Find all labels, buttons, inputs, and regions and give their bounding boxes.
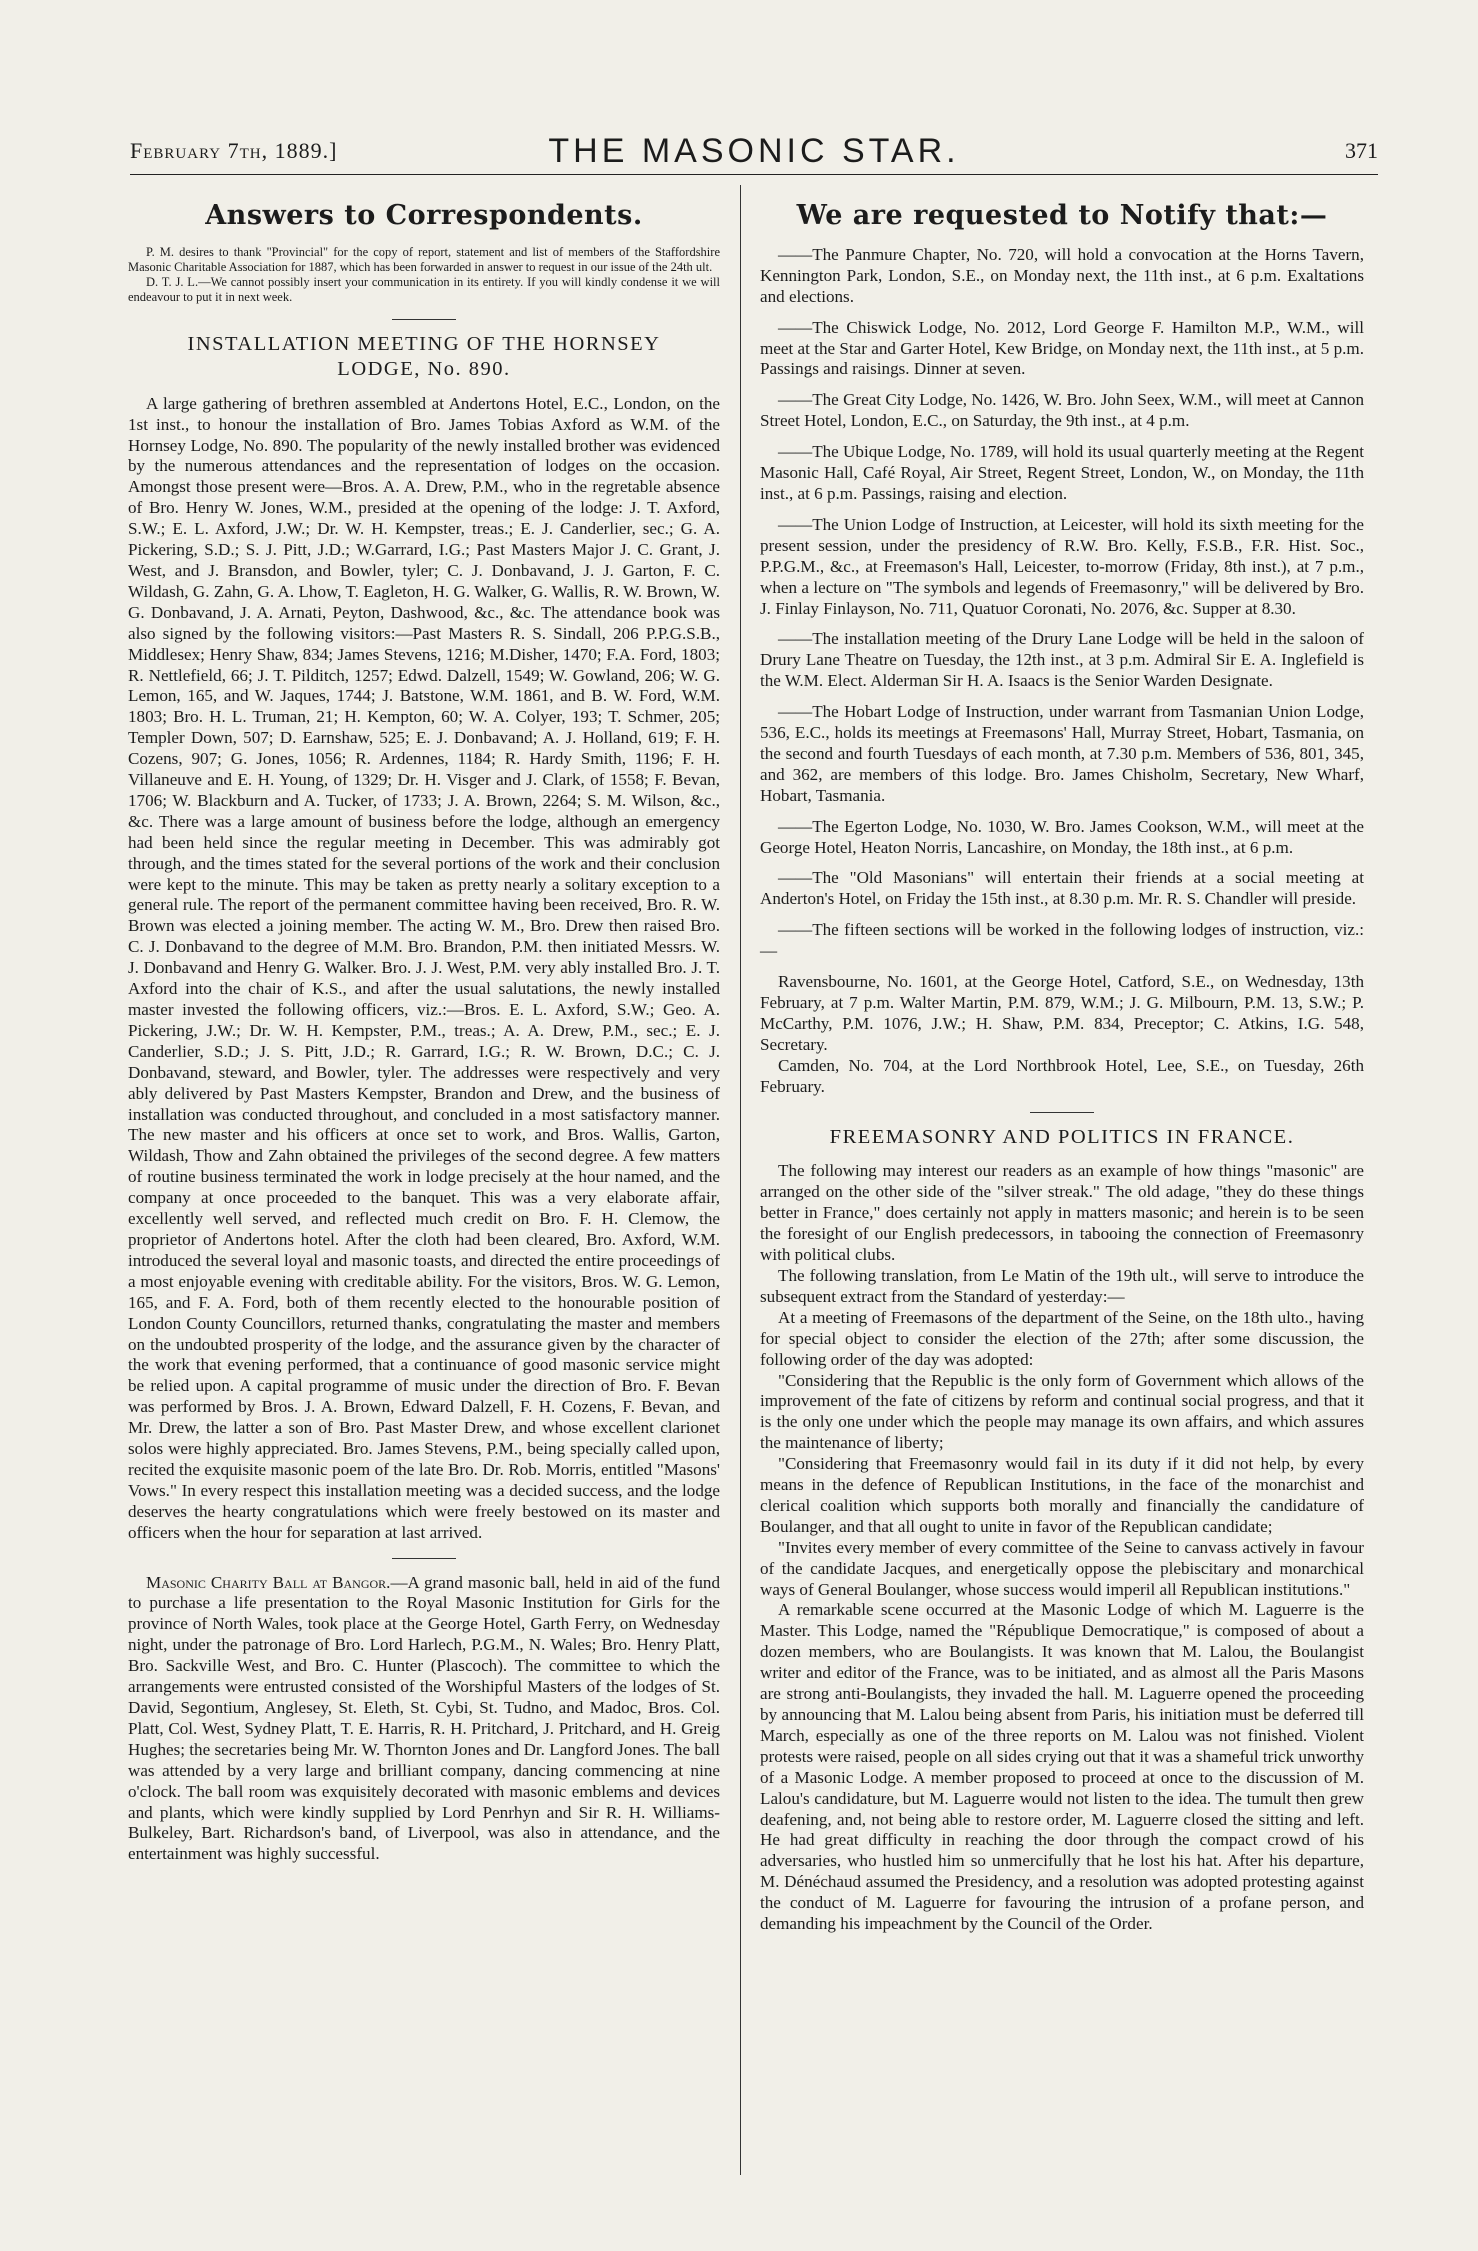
divider: [392, 1558, 456, 1559]
running-head: [130, 134, 1378, 175]
lodge-item: Camden, No. 704, at the Lord Northbrook Hotel, Lee, S.E., on Tuesday, 26th February.: [760, 1055, 1364, 1096]
answers-section: [128, 245, 720, 305]
france-heading: FREEMASONRY AND POLITICS IN FRANCE.: [829, 1125, 1295, 1148]
masthead-title: THE MASONIC STAR.: [548, 132, 960, 170]
france-paragraph: The following may interest our readers as an example of how things "masonic" are arranged on the other side of the "silver streak." The old adage, "they do these things better in France," does certainly not apply in matters masonic; and herein is to be seen the foresight of our English predecessors, in tabooing the connection of Freemasonry with political clubs.: [760, 1161, 1364, 1265]
france-paragraph: A remarkable scene occurred at the Masonic Lodge of which M. Laguerre is the Master. This Lodge, named the "République Democratique," is composed of about a dozen members, who are Boulangists. It was known that M. Lalou, the Boulangist writer and editor of the France, was to be initiated, and as almost all the Paris Masons are strong anti-Boulangists, they invaded the hall. M. Laguerre opened the proceeding by announcing that M. Lalou being absent from Paris, his initiation must be deferred till March, especially as one of the three reports on M. Lalou was not finished. Violent protests were raised, people on all sides crying out that it was a shameful trick unworthy of a Masonic Lodge. A member proposed to proceed at once to the discussion of M. Lalou's candidature, but M. Laguerre would not listen to the idea. The tumult then grew deafening, and, not being able to restore order, M. Laguerre closed the sitting and left. He had great difficulty in reaching the door through the compact crowd of his adversaries, who hustled him so unmercifully that he lost his hat. After his departure, M. Dénéchaud assumed the Presidency, and a resolution was adopted protesting against the conduct of M. Laguerre for favouring the intrusion of a profane person, and demanding his impeachment by the Council of the Order.: [760, 1600, 1364, 1934]
notice-item: ——The Egerton Lodge, No. 1030, W. Bro. James Cookson, W.M., will meet at the George Hotel, Heaton Norris, Lancashire, on Monday, the 18th inst., at 6 p.m.: [760, 816, 1364, 857]
installation-heading: INSTALLATION MEETING OF THE HORNSEY: [187, 332, 661, 355]
divider: [1030, 1112, 1094, 1113]
notice-item: ——The fifteen sections will be worked in the following lodges of instruction, viz.:—: [760, 920, 1364, 961]
installation-subheading: LODGE, No. 890.: [337, 357, 511, 380]
installation-paragraph: A large gathering of brethren assembled at Andertons Hotel, E.C., London, on the 1st inst., to honour the installation of Bro. James Tobias Axford as W.M. of the Hornsey Lodge, No. 890. The popularity of the newly installed brother was evidenced by the numerous attendances and the representation of lodges on the occasion. Amongst those present were—Bros. A. A. Drew, P.M., who in the regretable absence of Bro. Henry W. Jones, W.M., presided at the opening of the lodge: J. T. Axford, S.W.; E. L. Axford, J.W.; Dr. W. H. Kempster, treas.; E. J. Canderlier, sec.; G. A. Pickering, S.D.; S. J. Pitt, J.D.; W.Garrard, I.G.; Past Masters Major J. C. Grant, J. West, and J. Bransdon, and Bowler, tyler; C. J. Donbavand, J. J. Garton, F. C. Wildash, G. Zahn, G. A. Lhow, T. Eagleton, H. G. Walker, G. Wallis, R. W. Brown, W. G. Donbavand, J. A. Arnati, Peyton, Dashwood, &c., &c. The attendance book was also signed by the following visitors:—Past Masters R. S. Sindall, 206 P.P.G.S.B., Middlesex; Henry Shaw, 834; James Stevens, 1216; M.Disher, 1470; F.A. Ford, 1803; R. Nettlefield, 66; J. T. Pilditch, 1257; Edwd. Dalzell, 1549; W. Gowland, 206; W. G. Lemon, 165, and W. Jaques, 1744; J. Batstone, W.M. 1861, and B. W. Ford, W.M. 1803; Bro. H. L. Truman, 21; H. Kempton, 60; W. A. Colyer, 193; T. Schmer, 205; Templer Down, 507; D. Earnshaw, 525; E. J. Donbavand; A. J. Holland, 619; F. H. Cozens, 907; G. Jones, 1056; R. Ardennes, 1184; R. Hardy Smith, 1196; F. H. Villaneuve and E. H. Young, of 1329; Dr. H. Visger and J. Clark, of 1558; F. Bevan, 1706; W. Blackburn and A. Tucker, of 1733; J. A. Brown, 2264; S. M. Wilson, &c., &c. There was a large amount of business before the lodge, although an emergency had been held since the regular meeting in December. This was admirably got through, and the times stated for the several portions of the work and their conclusion were kept to the minute. This may be taken as pretty nearly a solitary exception to a general rule. The report of the permanent committee having been received, Bro. R. W. Brown was elected a joining member. The acting W. M., Bro. Drew then raised Bro. C. J. Donbavand to the degree of M.M. Bro. Brandon, P.M. then initiated Messrs. W. J. Donbavand and Henry G. Walker. Bro. J. J. West, P.M. very ably installed Bro. J. T. Axford into the chair of K.S., and after the usual salutations, the newly installed master invested the following officers, viz.:—Bros. E. L. Axford, S.W.; Geo. A. Pickering, J.W.; Dr. W. H. Kempster, P.M., treas.; A. A. Drew, P.M., sec.; E. J. Canderlier, S.D.; J. S. Pitt, J.D.; R. Garrard, I.G.; R. W. Brown, D.C.; C. J. Donbavand, steward, and Bowler, tyler. The addresses were respectively and very ably delivered by Past Masters Kempster, Brandon and Drew, and the business of installation was conducted throughout, and concluded in a most satisfactory manner. The new master and his officers at once set to work, and Bros. Wallis, Garton, Wildash, Thow and Zahn obtained the privileges of the second degree. A few matters of routine business terminated the work in lodge precisely at the hour named, and the company at once proceeded to the banquet. This was a very elaborate affair, excellently well served, and reflected much credit on Bro. F. H. Clemow, the proprietor of Andertons hotel. After the cloth had been cleared, Bro. Axford, W.M. introduced the several loyal and masonic toasts, and directed the entire proceedings of a most enjoyable evening with creditable ability. For the visitors, Bros. W. G. Lemon, 165, and F. A. Ford, both of them recently elected to the honourable position of London County Councillors, returned thanks, congratulating the master and members on the undoubted prosperity of the lodge, and the assurance given by the character of the work that evening performed, that a continuance of good masonic service might be relied upon. A capital programme of music under the direction of Bro. F. Bevan was performed by Bros. J. A. Brown, Edward Dalzell, F. H. Cozens, F. Bevan, and Mr. Drew, the latter a son of Bro. Past Master Drew, and whose excellent clarionet solos were highly appreciated. Bro. James Stevens, P.M., being specially called upon, recited the exquisite masonic poem of the late Bro. Dr. Rob. Morris, entitled "Masons' Vows." In every respect this installation meeting was a decided success, and the lodge deserves the hearty congratulations which were freely bestowed on its master and officers when the hour for separation at last arrived.: [128, 393, 720, 1542]
column-rule: [740, 185, 741, 2175]
france-paragraph: At a meeting of Freemasons of the department of the Seine, on the 18th ulto., having for special object to consider the election of the 27th; after some discussion, the following order of the day was adopted:: [760, 1307, 1364, 1369]
france-paragraph: The following translation, from Le Matin of the 19th ult., will serve to introduce the subsequent extract from the Standard of yesterday:—: [760, 1265, 1364, 1306]
issue-date: February 7th, 1889.]: [130, 138, 338, 163]
notice-item: ——The "Old Masonians" will entertain their friends at a social meeting at Anderton's Hotel, on Friday the 15th inst., at 8.30 p.m. Mr. R. S. Chandler will preside.: [760, 868, 1364, 909]
notify-title: We are requested to Notify that:—: [796, 200, 1328, 231]
lodge-item: Ravensbourne, No. 1601, at the George Hotel, Catford, S.E., on Wednesday, 13th February, at 7 p.m. Walter Martin, P.M. 879, W.M.; J. G. Milbourn, P.M. 13, S.W.; P. McCarthy, P.M. 1076, J.W.; H. Shaw, P.M. 834, Preceptor; C. Atkins, I.G. 548, Secretary.: [760, 972, 1364, 1054]
france-paragraph: "Considering that Freemasonry would fail in its duty if it did not help, by every means in the defence of Republican Institutions, in the face of the monarchist and clerical coalition which supports both morally and financially the candidature of Boulanger, and that all ought to unite in favor of the Republican candidate;: [760, 1454, 1364, 1536]
answer-item: P. M. desires to thank "Provincial" for the copy of report, statement and list of members of the Staffordshire Masonic Charitable Association for 1887, which has been forwarded in answer to request in our issue of the 24th ult.: [128, 244, 720, 274]
notice-item: ——The Hobart Lodge of Instruction, under warrant from Tasmanian Union Lodge, 536, E.C., holds its meetings at Freemasons' Hall, Murray Street, Hobart, Tasmania, on the second and fourth Tuesdays of each month, at 7.30 p.m. Members of 536, 801, 345, and 362, are members of this lodge. Bro. James Chisholm, Secretary, New Wharf, Hobart, Tasmania.: [760, 702, 1364, 805]
page-number: 371: [1345, 138, 1378, 163]
notice-item: ——The installation meeting of the Drury Lane Lodge will be held in the saloon of Drury Lane Theatre on Tuesday, the 12th inst., at 3 p.m. Admiral Sir E. A. Inglefield is the W.M. Elect. Alderman Sir H. A. Isaacs is the Senior Warden Designate.: [760, 629, 1364, 691]
charity-ball-paragraph: [128, 1573, 720, 1866]
notice-list: [760, 245, 1364, 962]
answers-title: Answers to Correspondents.: [205, 200, 643, 231]
notice-item: ——The Panmure Chapter, No. 720, will hold a convocation at the Horns Tavern, Kennington Park, London, S.E., on Monday next, the 11th inst., at 6 p.m. Exaltations and elections.: [760, 244, 1364, 306]
answer-item: D. T. J. L.—We cannot possibly insert your communication in its entirety. If you will kindly condense it we will endeavour to put it in next week.: [128, 274, 720, 304]
france-paragraph: "Considering that the Republic is the only form of Government which allows of the improvement of the fate of citizens by reform and continual social progress, and that it is the only one under which the people may manage its own affairs, and which assures the maintenance of liberty;: [760, 1370, 1364, 1453]
notice-item: ——The Union Lodge of Instruction, at Leicester, will hold its sixth meeting for the present session, under the presidency of R.W. Bro. Kelly, F.S.B., F.R. Hist. Soc., P.P.G.M., &c., at Freemason's Hall, Leicester, to-morrow (Friday, 8th inst.), at 7 p.m., when a lecture on "The symbols and legends of Freemasonry," will be delivered by Bro. J. Finlay Finlayson, No. 711, Quatuor Coronati, No. 2076, &c. Supper at 8.30.: [760, 514, 1364, 618]
lodge-list: [760, 972, 1364, 1097]
left-column: [128, 192, 720, 1865]
notice-item: ——The Ubique Lodge, No. 1789, will hold its usual quarterly meeting at the Regent Masonic Hall, Café Royal, Air Street, Regent Street, London, W., on Monday, the 11th inst., at 6 p.m. Passings, raising and election.: [760, 442, 1364, 503]
charity-ball-text: —A grand masonic ball, held in aid of the fund to purchase a life presentation to the Royal Masonic Institution for Girls for the province of North Wales, took place at the George Hotel, Garth Ferry, on Wednesday night, under the patronage of Bro. Lord Harlech, P.G.M., N. Wales; Bro. Henry Platt, Bro. Sackville West, and Bro. C. Hunter (Plascoch). The committee to which the arrangements were entrusted consisted of the Worshipful Masters of the lodges of St. David, Segontium, Anglesey, St. Eleth, St. Cybi, St. Tudno, and Madoc, Bros. Col. Platt, Col. West, Sydney Platt, T. E. Harris, R. H. Pritchard, J. Pritchard, and H. Greig Hughes; the secretaries being Mr. W. Thornton Jones and Dr. Langford Jones. The ball was attended by a very large and brilliant company, dancing commencing at nine o'clock. The ball room was exquisitely decorated with masonic emblems and devices and plants, which were kindly supplied by Lord Penrhyn and Sir R. H. Williams-Bulkeley, Bart. Richardson's band, of Liverpool, was also in attendance, and the entertainment was highly successful.: [128, 1572, 720, 1864]
notice-item: ——The Great City Lodge, No. 1426, W. Bro. John Seex, W.M., will meet at Cannon Street Hotel, London, E.C., on Saturday, the 9th inst., at 4 p.m.: [760, 390, 1364, 431]
notice-item: ——The Chiswick Lodge, No. 2012, Lord George F. Hamilton M.P., W.M., will meet at the Star and Garter Hotel, Kew Bridge, on Monday next, the 11th inst., at 5 p.m. Passings and raisings. Dinner at seven.: [760, 317, 1364, 379]
france-paragraph: "Invites every member of every committee of the Seine to canvass actively in favour of the candidate Jacques, and energetically oppose the plebiscitary and monarchical ways of General Boulanger, whose success would imperil all Republican institutions.": [760, 1537, 1364, 1599]
charity-ball-lead: Masonic Charity Ball at Bangor.: [146, 1572, 391, 1592]
right-column: [760, 192, 1364, 1935]
divider: [392, 319, 456, 320]
